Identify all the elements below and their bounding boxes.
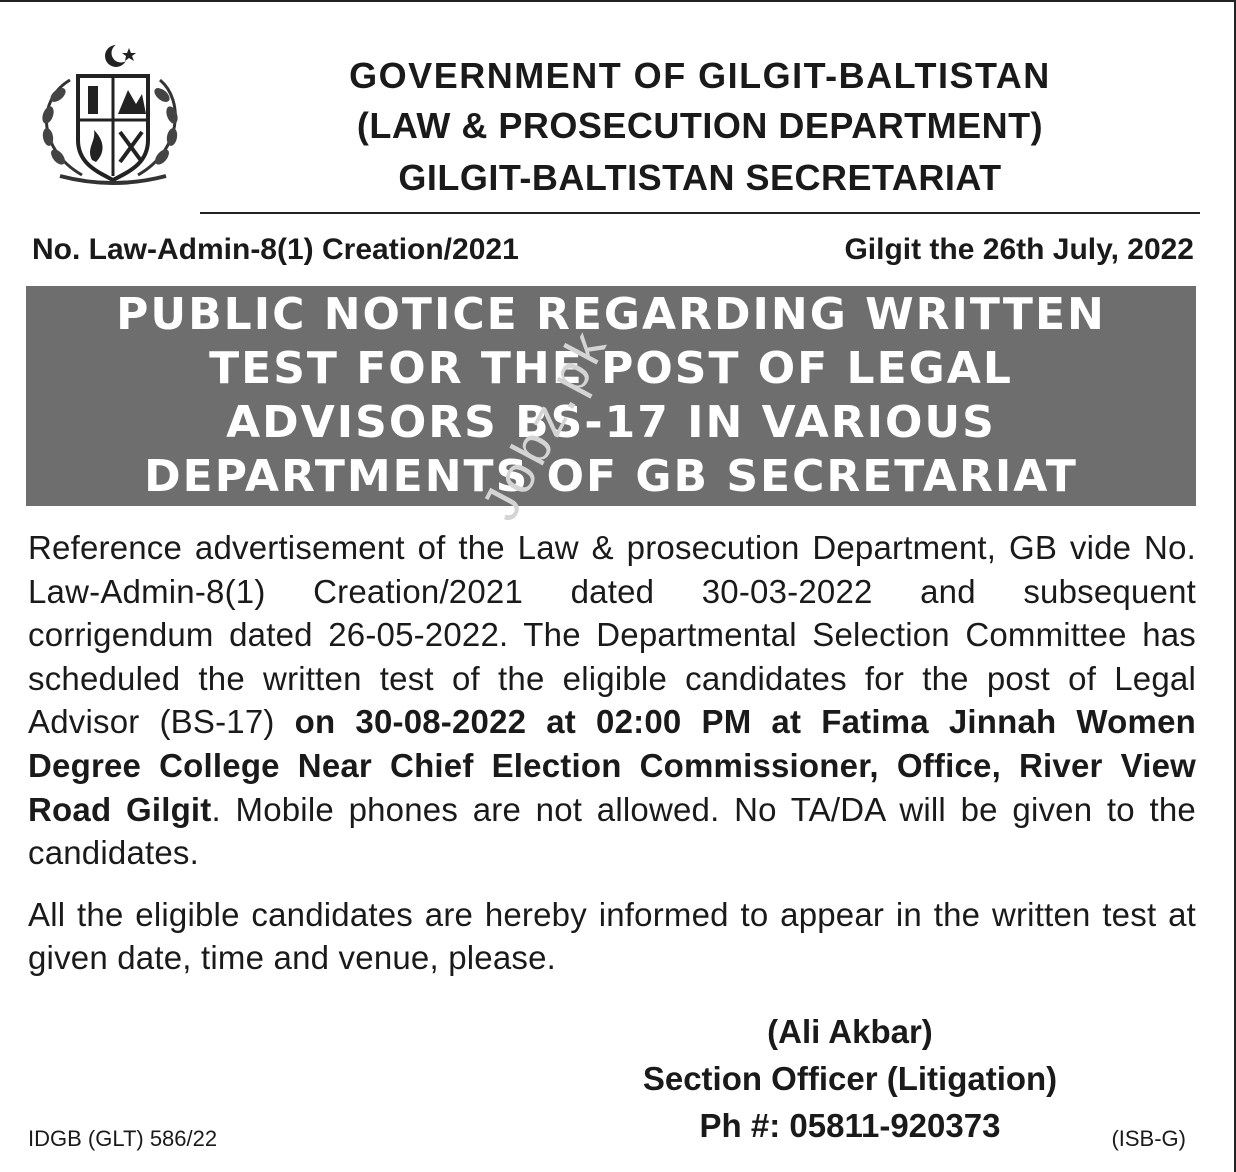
signature-block	[620, 1008, 1080, 1149]
watermark: Jobz.pk	[470, 319, 620, 530]
signatory-name: (Ali Akbar)	[767, 1013, 933, 1050]
reference-number: No. Law-Admin-8(1) Creation/2021	[32, 233, 519, 266]
notice-title-banner	[26, 286, 1196, 506]
reference-line	[32, 228, 1194, 272]
paragraph-1-intro: Reference advertisement of the Law & prosecution Department, GB vide No. Law-Admin-8(1) Creation/2021 dated 30-03-2022 and subsequent corrigendum dated 26-05-2022. The Departmental Selection Committee has scheduled the written test of the eligible candidates for the post of Legal Advisor (BS-17)	[28, 529, 1196, 741]
publication-code: IDGB (GLT) 586/22	[28, 1126, 218, 1151]
letterhead	[200, 52, 1200, 204]
signatory-designation: Section Officer (Litigation)	[642, 1060, 1058, 1097]
banner-line-2: TEST FOR THE POST OF LEGAL	[209, 343, 1013, 394]
paragraph-test-schedule	[28, 526, 1196, 875]
notice-date: Gilgit the 26th July, 2022	[844, 233, 1194, 266]
secretariat-title: GILGIT-BALTISTAN SECRETARIAT	[398, 157, 1002, 198]
gilgit-baltistan-emblem-icon	[30, 40, 190, 190]
paragraph-1-end: . Mobile phones are not allowed. No TA/DA will be given to the candidates.	[28, 790, 1196, 872]
paragraph-instructions: All the eligible candidates are hereby informed to appear in the written test at given date, time and venue, please.	[28, 895, 1196, 977]
department-title: (LAW & PROSECUTION DEPARTMENT)	[356, 105, 1044, 146]
banner-line-3: ADVISORS BS-17 IN VARIOUS	[226, 397, 996, 448]
region-code: (ISB-G)	[1111, 1126, 1186, 1151]
notice-body	[28, 526, 1196, 980]
signatory-phone: Ph #: 05811-920373	[699, 1107, 1001, 1144]
government-title: GOVERNMENT OF GILGIT-BALTISTAN	[349, 55, 1051, 96]
banner-line-1: PUBLIC NOTICE REGARDING WRITTEN	[116, 289, 1106, 340]
test-venue-details: on 30-08-2022 at 02:00 PM at Fatima Jinnah Women Degree College Near Chief Election Commissioner, Office, River View Road Gilgit	[28, 703, 1196, 828]
header-divider	[200, 212, 1200, 214]
banner-line-4: DEPARTMENTS OF GB SECRETARIAT	[144, 451, 1078, 502]
